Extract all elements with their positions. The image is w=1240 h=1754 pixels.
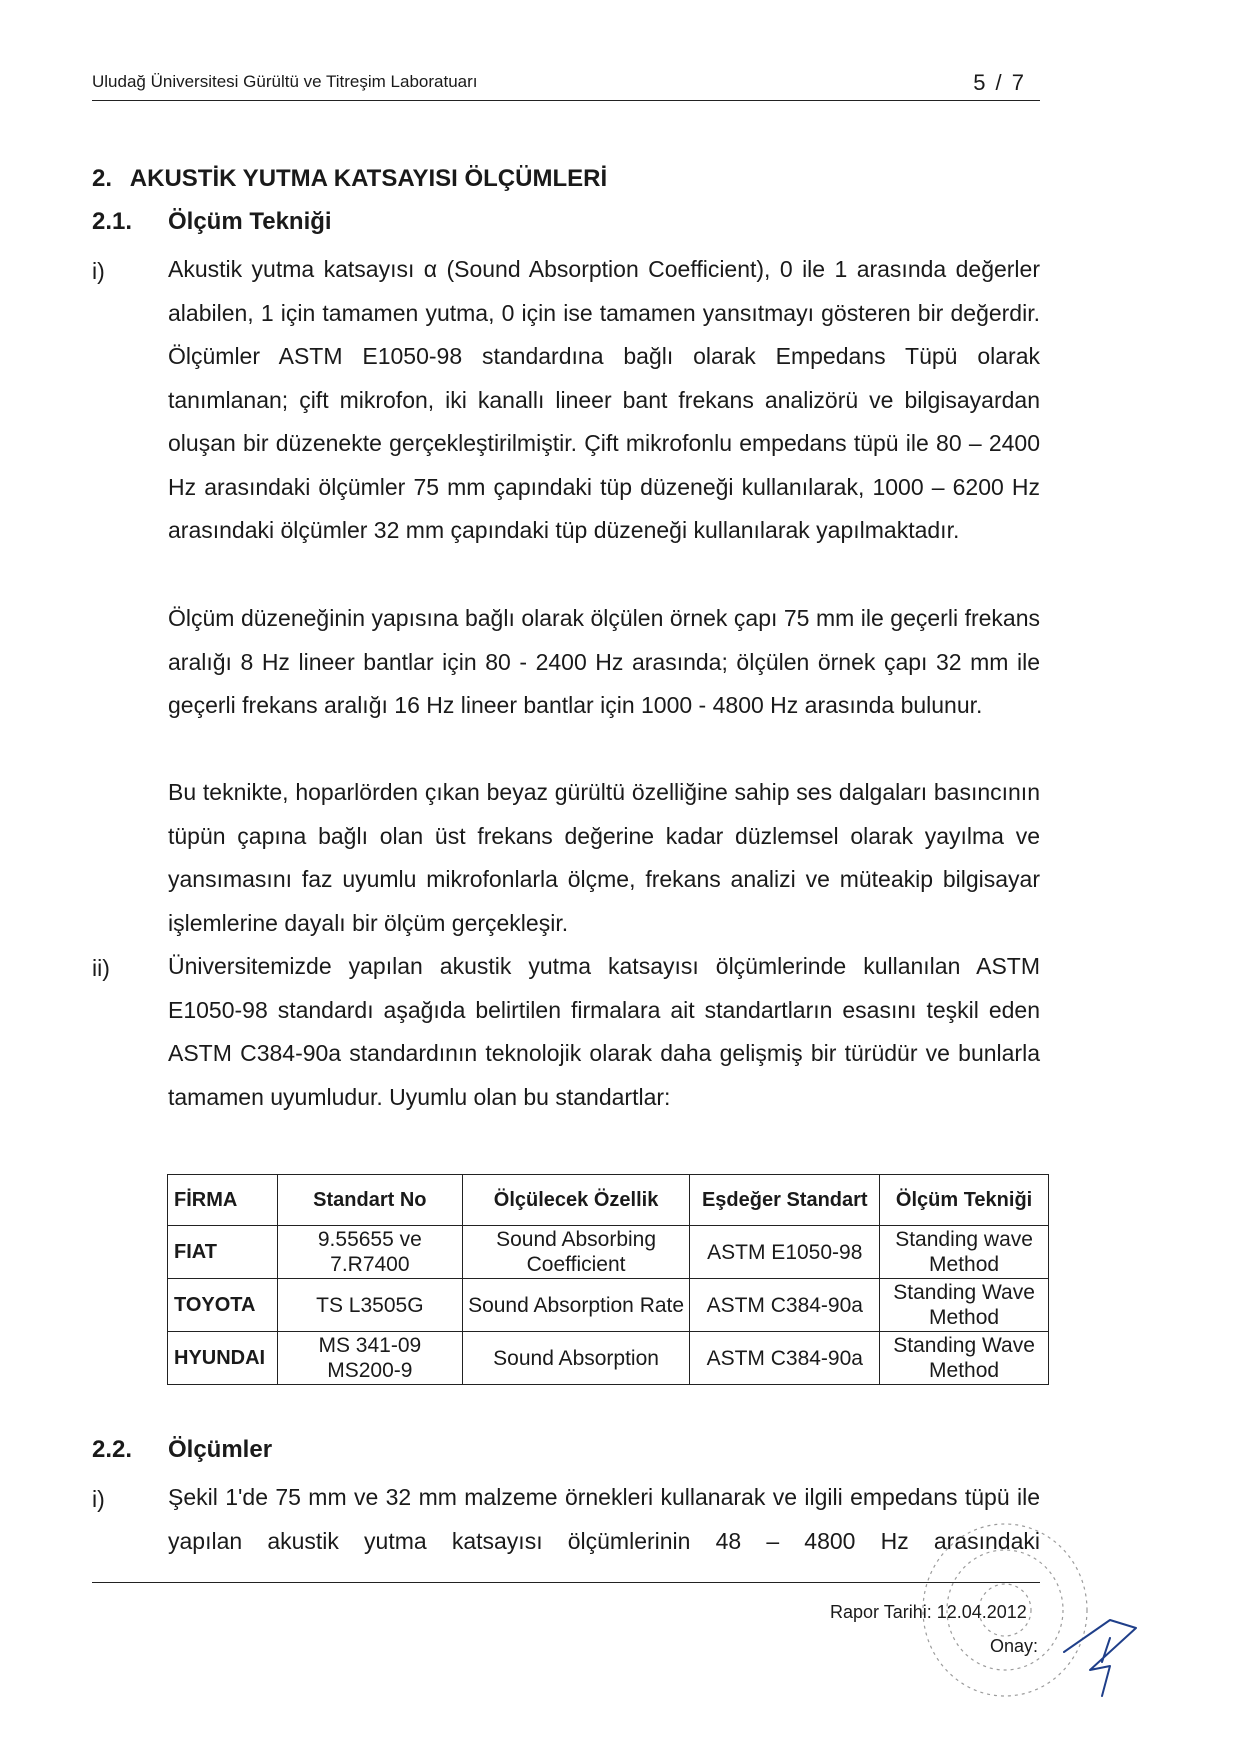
table-cell: Sound Absorption (462, 1332, 690, 1385)
table-cell: Sound Absorption Rate (462, 1279, 690, 1332)
page-number: 5 / 7 (973, 70, 1026, 95)
list-marker: i) (92, 258, 105, 284)
table-row (168, 1279, 1049, 1332)
column-header-equivalent-standard: Eşdeğer Standart (690, 1175, 880, 1226)
lab-name: Uludağ Üniversitesi Gürültü ve Titreşim Laboratuarı (92, 72, 478, 91)
paragraph-standards: Üniversitemizde yapılan akustik yutma katsayısı ölçümlerinde kullanılan ASTM E1050-98 standardı aşağıda belirtilen firmalara ait standartların esasını teşkil eden ASTM C384-90a standardının teknolojik olarak daha gelişmiş bir türüdür ve bunlarla tamamen uyumludur. Uyumlu olan bu standartlar: (168, 953, 1040, 1110)
signature (1050, 1600, 1140, 1700)
table-cell: ASTM C384-90a (690, 1279, 880, 1332)
list-marker: ii) (92, 955, 110, 981)
table-cell: ASTM E1050-98 (690, 1226, 880, 1279)
section-title: Ölçümler (168, 1436, 273, 1463)
table-cell: 9.55655 ve 7.R7400 (277, 1226, 462, 1279)
table-cell: HYUNDAI (168, 1332, 278, 1385)
paragraph-measurements: Şekil 1'de 75 mm ve 32 mm malzeme örnekleri kullanarak ve ilgili empedans tüpü ile yapılan akustik yutma katsayısı ölçümlerinin 48 – 4800 Hz arasındaki (168, 1484, 1040, 1554)
paragraph-measurement-setup: Ölçüm düzeneğinin yapısına bağlı olarak ölçülen örnek çapı 75 mm ile geçerli frekans aralığı 8 Hz lineer bantlar için 80 - 2400 Hz arasında; ölçülen örnek çapı 32 mm ile geçerli frekans aralığı 16 Hz lineer bantlar için 1000 - 4800 Hz arasında bulunur. (168, 605, 1040, 718)
paragraph-sound-absorption-intro: Akustik yutma katsayısı α (Sound Absorption Coefficient), 0 ile 1 arasında değerler alabilen, 1 için tamamen yutma, 0 için ise tamamen yansıtmayı gösteren bir değerdir. Ölçümler ASTM E1050-98 standardına bağlı olarak Empedans Tüpü olarak tanımlanan; çift mikrofon, iki kanallı lineer bant frekans analizörü ve bilgisayardan oluşan bir düzenekte gerçekleştirilmiştir. Çift mikrofonlu empedans tüpü ile 80 – 2400 Hz arasındaki ölçümler 75 mm çapındaki tüp düzeneği kullanılarak, 1000 – 6200 Hz arasındaki ölçümler 32 mm çapındaki tüp düzeneği kullanılarak yapılmaktadır. (168, 256, 1040, 543)
table-cell: FIAT (168, 1226, 278, 1279)
section-number: 2. (92, 165, 113, 192)
report-date: Rapor Tarihi: 12.04.2012 (830, 1602, 1027, 1622)
table-cell: TOYOTA (168, 1279, 278, 1332)
standards-table (167, 1174, 1049, 1385)
section-number: 2.1. (92, 208, 133, 235)
table-row (168, 1332, 1049, 1385)
table-cell: Standing wave Method (880, 1226, 1049, 1279)
table-header-row (168, 1175, 1049, 1226)
table-cell: TS L3505G (277, 1279, 462, 1332)
column-header-firm: FİRMA (168, 1175, 278, 1226)
page-header (92, 70, 1040, 101)
table-row (168, 1226, 1049, 1279)
section-number: 2.2. (92, 1436, 133, 1463)
table-cell: Standing Wave Method (880, 1279, 1049, 1332)
section-title: AKUSTİK YUTMA KATSAYISI ÖLÇÜMLERİ (129, 165, 608, 192)
table-cell: Standing Wave Method (880, 1332, 1049, 1385)
approval-label: Onay: (990, 1636, 1039, 1656)
column-header-property: Ölçülecek Özellik (462, 1175, 690, 1226)
column-header-technique: Ölçüm Tekniği (880, 1175, 1049, 1226)
section-title: Ölçüm Tekniği (168, 208, 332, 235)
table-cell: MS 341-09 MS200-9 (277, 1332, 462, 1385)
table-cell: Sound Absorbing Coefficient (462, 1226, 690, 1279)
paragraph-technique: Bu teknikte, hoparlörden çıkan beyaz gürültü özelliğine sahip ses dalgaları basıncının tüpün çapına bağlı olan üst frekans değerine kadar düzlemsel olarak yayılma ve yansımasını faz uyumlu mikrofonlarla ölçme, frekans analizi ve müteakip bilgisayar işlemlerine dayalı bir ölçüm gerçekleşir. (168, 779, 1040, 936)
footer-divider (92, 1582, 1040, 1583)
table-cell: ASTM C384-90a (690, 1332, 880, 1385)
list-marker: i) (92, 1486, 105, 1512)
column-header-standard-no: Standart No (277, 1175, 462, 1226)
section-heading-2 (92, 165, 607, 193)
